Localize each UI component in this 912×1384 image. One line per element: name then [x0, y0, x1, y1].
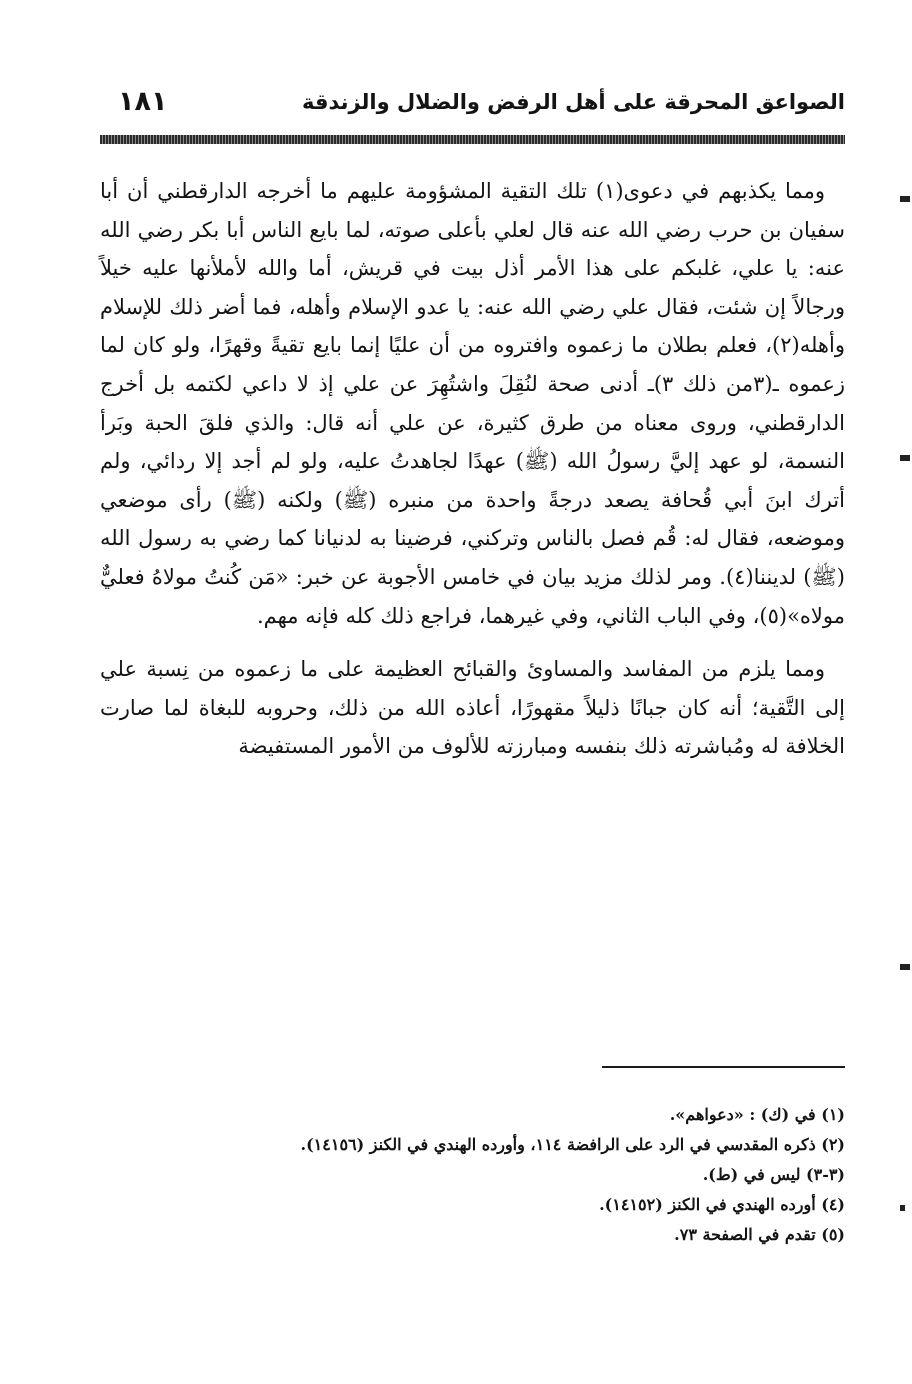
footnote-2: (٢) ذكره المقدسي في الرد على الرافضة ١١٤، وأورده الهندي في الكنز (١٤١٥٦). [300, 1135, 845, 1154]
page-number: ١٨١ [118, 86, 168, 117]
footnote-1: (١) في (ك) : «دعواهم». [669, 1105, 845, 1124]
paragraph-1: ومما يكذبهم في دعوى(١) تلك التقية المشؤومة عليهم ما أخرجه الدارقطني أن أبا سفيان بن حرب رضي الله عنه قال لعلي بأعلى صوته، لما بايع الناس أبا بكر رضي الله عنه: يا علي، غلبكم على هذا الأمر أذل بيت في قريش، أما والله لأملأنها عليه خيلاً ورجالاً إن شئت، فقال علي رضي الله عنه: يا عدو الإسلام وأهله، فما أضر ذلك للإسلام وأهله(٢)، فعلم بطلان ما زعموه وافتروه من أن عليًا إنما بايع تقيةً وقهرًا، ولو كان لما زعموه ـ(٣من ذلك ٣)ـ أدنى صحة لنُقِلَ واشتُهِرَ عن علي إذ لا داعي لكتمه بل أخرج الدارقطني، وروى معناه من طرق كثيرة، عن علي أنه قال: والذي فلقَ الحبة وبَرأ النسمة، لو عهد إليَّ رسولُ الله (ﷺ) عهدًا لجاهدتُ عليه، ولو لم أجد إلا ردائي، ولم أترك ابنَ أبي قُحافة يصعد درجةً واحدة من منبره (ﷺ) ولكنه (ﷺ) رأى موضعي وموضعه، فقال له: قُم فصل بالناس وتركني، فرضينا به لدنيانا كما رضي به رسول الله (ﷺ) لديننا(٤). ومر لذلك مزيد بيان في خامس الأجوبة عن خبر: «مَن كُنتُ مولاهُ فعليٌّ مولاه»(٥)، وفي الباب الثاني، وفي غيرهما، فراجع ذلك كله فإنه مهم. [100, 179, 846, 628]
header-rule [100, 135, 845, 144]
scan-edge-mark [900, 1205, 905, 1211]
scan-edge-mark [900, 964, 910, 970]
footnote-divider [602, 1066, 845, 1068]
footnotes [100, 1100, 845, 1250]
main-text [100, 172, 845, 766]
page-header [100, 86, 845, 126]
scan-edge-mark [900, 196, 910, 202]
footnote-4: (٤) أورده الهندي في الكنز (١٤١٥٢). [599, 1195, 845, 1214]
running-title: الصواعق المحرقة على أهل الرفض والضلال والزندقة [301, 90, 845, 114]
footnote-5: (٥) تقدم في الصفحة ٧٣. [674, 1225, 845, 1244]
footnote-3: (٣-٣) ليس في (ط). [702, 1165, 845, 1184]
paragraph-2: ومما يلزم من المفاسد والمساوئ والقبائح العظيمة على ما زعموه من نِسبة علي إلى التَّقية؛ أنه كان جبانًا ذليلاً مقهورًا، أعاذه الله من ذلك، وحروبه للبغاة لما صارت الخلافة له ومُباشرته ذلك بنفسه ومبارزته للألوف من الأمور المستفيضة [100, 657, 845, 759]
scan-edge-mark [900, 455, 910, 461]
